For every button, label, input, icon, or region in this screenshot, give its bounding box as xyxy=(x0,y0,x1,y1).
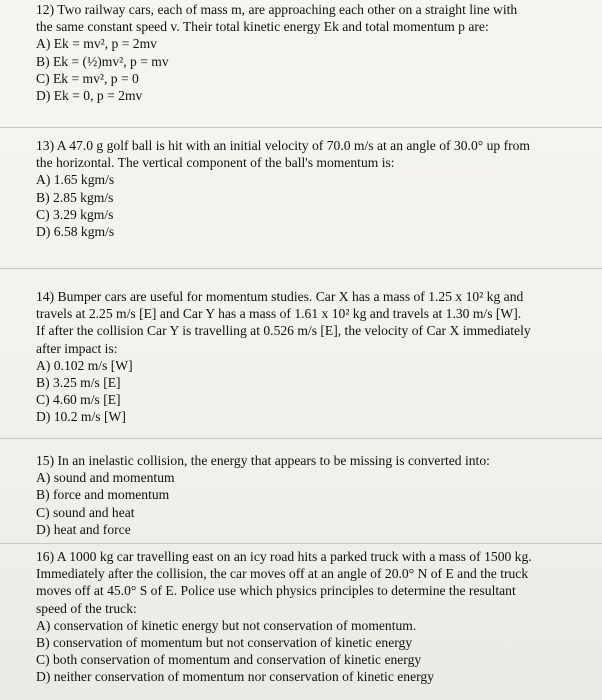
question-13 xyxy=(36,137,561,240)
question-13-option-b: B) 2.85 kgm/s xyxy=(36,189,114,205)
question-14-option-c: C) 4.60 m/s [E] xyxy=(36,392,121,408)
question-13-option-c: C) 3.29 kgm/s xyxy=(36,206,114,222)
question-16-option-a: A) conservation of kinetic energy but not conservation of momentum. xyxy=(36,617,417,633)
question-14 xyxy=(36,288,561,426)
question-12 xyxy=(36,1,561,104)
question-15-option-a: A) sound and momentum xyxy=(36,470,175,486)
question-13-line-2: the horizontal. The vertical component of the ball's momentum is: xyxy=(36,155,395,171)
question-13-option-d: D) 6.58 kgm/s xyxy=(36,224,115,240)
question-14-line-3: If after the collision Car Y is travelling at 0.526 m/s [E], the velocity of Car X immediately xyxy=(36,323,531,339)
question-15-option-b: B) force and momentum xyxy=(36,487,170,503)
question-12-line-1: 12) Two railway cars, each of mass m, are approaching each other on a straight line with xyxy=(36,2,518,17)
question-14-line-1: 14) Bumper cars are useful for momentum studies. Car X has a mass of 1.25 x 10² kg and xyxy=(36,289,524,304)
question-14-option-a: A) 0.102 m/s [W] xyxy=(36,357,133,373)
question-16-option-d: D) neither conservation of momentum nor conservation of kinetic energy xyxy=(36,669,435,685)
question-12-option-c: C) Ek = mv², p = 0 xyxy=(36,70,139,86)
question-16-line-2: Immediately after the collision, the car moves off at an angle of 20.0° N of E and the truck xyxy=(36,566,529,582)
section-divider xyxy=(0,127,602,128)
question-16-option-b: B) conservation of momentum but not conservation of kinetic energy xyxy=(36,635,413,651)
question-16-line-3: moves off at 45.0° S of E. Police use which physics principles to determine the resultant xyxy=(36,583,516,599)
section-divider xyxy=(0,268,602,269)
question-16-line-4: speed of the truck: xyxy=(36,600,137,616)
question-13-line-1: 13) A 47.0 g golf ball is hit with an initial velocity of 70.0 m/s at an angle of 30.0° up from xyxy=(36,138,530,153)
question-14-line-4: after impact is: xyxy=(36,340,118,356)
question-16-option-c: C) both conservation of momentum and conservation of kinetic energy xyxy=(36,652,422,668)
question-14-line-2: travels at 2.25 m/s [E] and Car Y has a mass of 1.61 x 10² kg and travels at 1.30 m/s [W]. xyxy=(36,306,522,322)
question-12-option-d: D) Ek = 0, p = 2mv xyxy=(36,88,143,104)
question-15-line-1: 15) In an inelastic collision, the energy that appears to be missing is converted into: xyxy=(36,453,490,468)
question-15-option-d: D) heat and force xyxy=(36,521,131,537)
question-15-option-c: C) sound and heat xyxy=(36,504,135,520)
question-16-line-1: 16) A 1000 kg car travelling east on an icy road hits a parked truck with a mass of 1500 kg. xyxy=(36,549,532,564)
question-14-option-d: D) 10.2 m/s [W] xyxy=(36,409,126,425)
section-divider xyxy=(0,543,602,544)
question-15 xyxy=(36,452,561,538)
question-12-line-2: the same constant speed v. Their total kinetic energy Ek and total momentum p are: xyxy=(36,19,489,35)
question-12-option-a: A) Ek = mv², p = 2mv xyxy=(36,36,157,52)
section-divider xyxy=(0,438,602,439)
question-14-option-b: B) 3.25 m/s [E] xyxy=(36,375,121,391)
question-12-option-b: B) Ek = (½)mv², p = mv xyxy=(36,53,169,69)
question-13-option-a: A) 1.65 kgm/s xyxy=(36,172,115,188)
question-16 xyxy=(36,548,561,686)
